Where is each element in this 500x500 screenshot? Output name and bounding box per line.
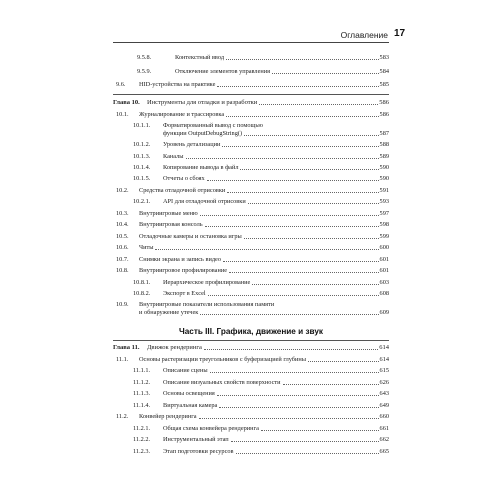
toc-entry: 10.8.2. Экспорт в Excel 608 bbox=[133, 290, 389, 297]
toc-entry: 11.2.3. Этап подготовки ресурсов 665 bbox=[133, 448, 389, 455]
toc-entry: 10.5. Отладочные камеры и остановка игры 599 bbox=[116, 233, 389, 240]
toc-entry: 10.1. Журналирование и трассировка 586 bbox=[116, 111, 389, 118]
page-number: 17 bbox=[394, 28, 406, 39]
toc-entry: 11.1. Основы растеризации треугольников с буферизацией глубины 614 bbox=[116, 356, 389, 363]
toc-entry: 10.1.5. Отчеты о сбоях 590 bbox=[133, 175, 389, 182]
chapter-separator bbox=[113, 340, 389, 341]
toc-entry: 10.8.1. Иерархическое профилирование 603 bbox=[133, 279, 389, 286]
toc-entry: 10.6. Читы 600 bbox=[116, 244, 389, 251]
toc-entry: 11.1.2. Описание визуальных свойств поверхности 626 bbox=[133, 379, 389, 386]
toc-chapter: Глава 11. Движок рендеринга 614 bbox=[113, 344, 389, 351]
toc-entry: 11.2. Конвейер рендеринга 660 bbox=[116, 413, 389, 420]
toc-entry: 11.1.4. Виртуальная камера 649 bbox=[133, 402, 389, 409]
toc-entry: 10.4. Внутриигровая консоль 598 bbox=[116, 221, 389, 228]
toc-entry: 10.2.1. API для отладочной отрисовки 593 bbox=[133, 198, 389, 205]
toc-entry: 9.5.8. Контекстный ввод 583 bbox=[137, 54, 389, 61]
toc-entry: 11.1.3. Основы освещения 643 bbox=[133, 390, 389, 397]
toc-entry: 10.7. Снимки экрана и запись видео 601 bbox=[116, 256, 389, 263]
part-title: Часть III. Графика, движение и звук bbox=[178, 327, 323, 336]
toc-entry: 11.2.2. Инструментальный этап 662 bbox=[133, 436, 389, 443]
table-of-contents-part3 bbox=[113, 0, 389, 500]
toc-entry: 9.6. HID-устройства на практике 585 bbox=[116, 81, 389, 88]
toc-entry: 10.3. Внутриигровые меню 597 bbox=[116, 210, 389, 217]
toc-entry: функции OutputDebugString() 587 bbox=[163, 130, 389, 137]
toc-entry: 9.5.9. Отключение элементов управления 584 bbox=[137, 68, 389, 75]
toc-chapter: Глава 10. Инструменты для отладки и разработки 586 bbox=[113, 99, 389, 106]
toc-entry: 10.1.2. Уровень детализации 588 bbox=[133, 141, 389, 148]
toc-entry: и обнаружение утечек 609 bbox=[139, 309, 389, 316]
toc-entry: 10.1.3. Каналы 589 bbox=[133, 153, 389, 160]
toc-entry: 11.2.1. Общая схема конвейера рендеринга 661 bbox=[133, 425, 389, 432]
toc-entry: 10.2. Средства отладочной отрисовки 591 bbox=[116, 187, 389, 194]
toc-entry: 11.1.1. Описание сцены 615 bbox=[133, 367, 389, 374]
running-head: Оглавление bbox=[340, 30, 388, 40]
toc-entry: 10.1.4. Копирование вывода в файл 590 bbox=[133, 164, 389, 171]
table-of-contents: 9.5.8. Контекстный ввод 583 9.5.9. Отключение элементов управления 584 9.6. HID-устройства на практике 585 Глава 10. Инструменты для отладки и разработки 586 10.1. Журналирование и трассировка 586 10.1.1. Форматированный вывод с помощью функции OutputDebugString() 587 10.1.2. Уровень детализации 588 10.1.3. Каналы 589 10.1.4. Копирование вывода в файл 590 10.1.5. Отчеты о сбоях 590 10.2. Средства отладочной отрисовки 591 10.2.1. API для отладочной отрисовки 593 10.3. Внутриигровые меню 597 10.4. Внутриигровая консоль 598 10.5. Отладочные камеры и остановка игры 599 10.6. Читы 600 10.7. Снимки экрана и запись видео 601 10.8. Внутриигровое профилирование 601 10.8.1. Иерархическое профилирование 603 10.8.2. Экспорт в Excel 608 10.9. Внутриигровые показатели использования памяти и обнаружение утечек 609 bbox=[113, 54, 389, 316]
toc-entry: 10.8. Внутриигровое профилирование 601 bbox=[116, 267, 389, 274]
